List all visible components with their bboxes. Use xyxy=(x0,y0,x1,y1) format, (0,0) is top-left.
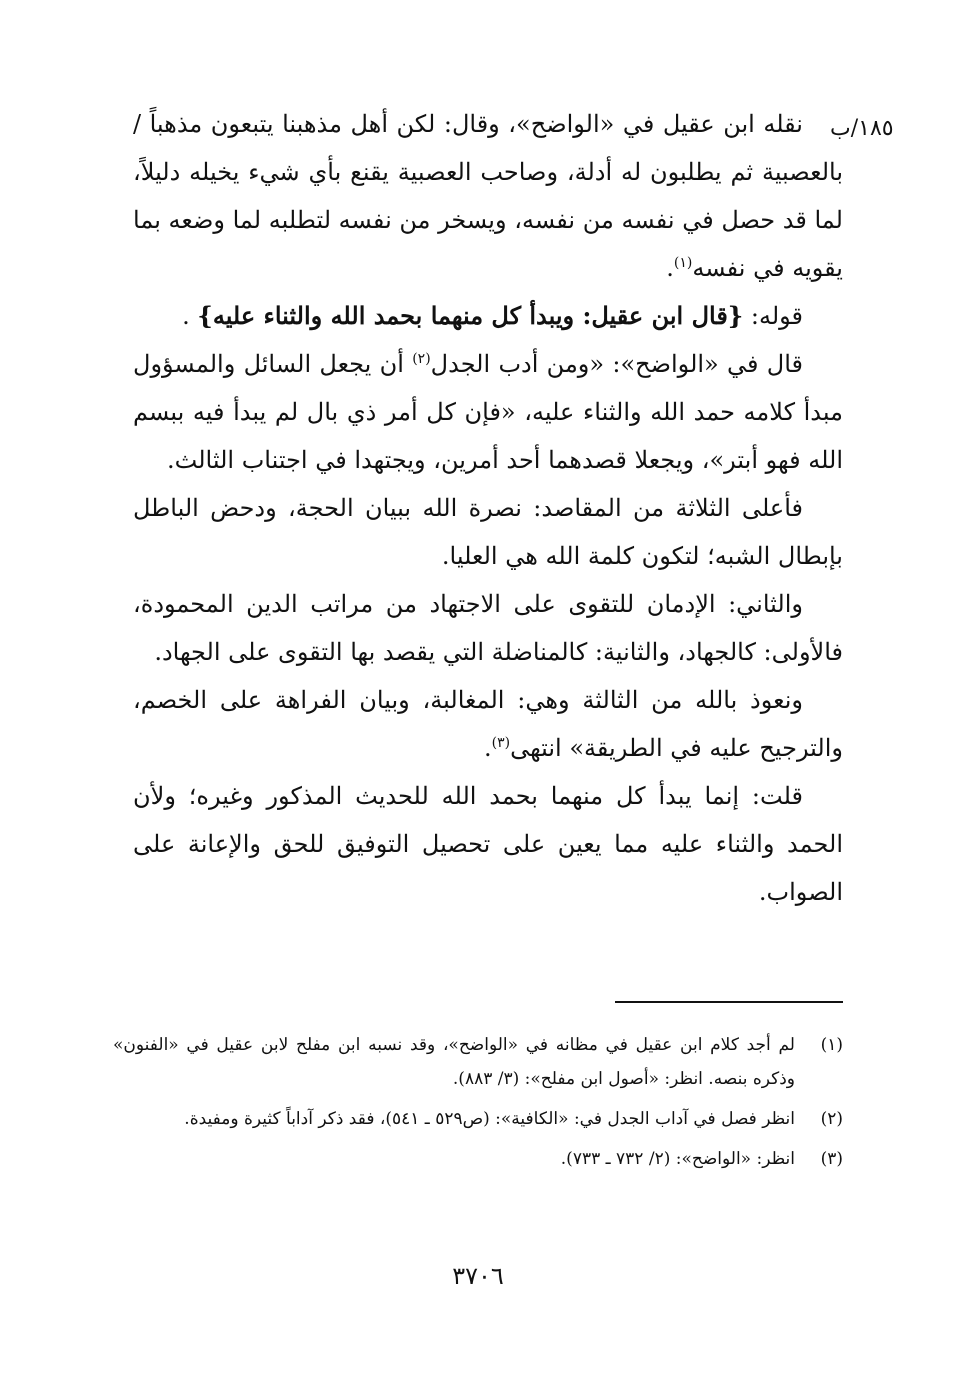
paragraph-3 xyxy=(133,340,843,484)
paragraph-2 xyxy=(133,292,843,340)
paragraph-6 xyxy=(133,676,843,772)
footnote-2-text: انظر فصل في آداب الجدل في: «الكافية»: (ص٥٢٩ ـ ٥٤١)، فقد ذكر آداباً كثيرة ومفيدة. xyxy=(184,1109,795,1129)
main-text xyxy=(133,100,843,916)
footnotes xyxy=(113,1028,843,1182)
paragraph-6-text: ونعوذ بالله من الثالثة وهي: المغالبة، وبيان الفراهة على الخصم، والترجيح عليه في الطريقة» انتهى xyxy=(133,686,843,762)
footnote-ref-1: (١) xyxy=(673,255,693,271)
paragraph-6-tail: . xyxy=(483,734,492,762)
footnote-1-text: لم أجد كلام ابن عقيل في مظانه في «الواضح»، وقد نسبه ابن مفلح لابن عقيل في «الفنون» وذكره بنصه. انظر: «أصول ابن مفلح»: (٣/ ٨٨٣). xyxy=(113,1035,795,1089)
footnote-3-text: انظر: «الواضح»: (٢/ ٧٣٢ ـ ٧٣٣). xyxy=(560,1149,795,1169)
paragraph-1-text: نقله ابن عقيل في «الواضح»، وقال: لكن أهل مذهبنا يتبعون مذهباً / بالعصبية ثم يطلبون له أدلة، وصاحب العصبية يقنع بأي شيء يخيله دليلاً، لما قد حصل في نفسه من نفسه، ويسخر من نفسه لتطلبه لما وضعه بما يقويه في نفسه xyxy=(133,110,843,282)
paragraph-2-lead: قوله: xyxy=(743,302,803,330)
paragraph-7: قلت: إنما يبدأ كل منهما بحمد الله للحديث المذكور وغيره؛ ولأن الحمد والثناء عليه مما يعين على تحصيل التوفيق للحق والإعانة على الصواب. xyxy=(133,782,843,906)
paragraph-5: والثاني: الإدمان للتقوى على الاجتهاد من مراتب الدين المحمودة، فالأولى: كالجهاد، والثانية: كالمناضلة التي يقصد بها التقوى على الجهاد. xyxy=(133,590,843,666)
paragraph-1 xyxy=(133,100,843,292)
paragraph-3-text: قال في «الواضح»: «ومن أدب الجدل xyxy=(430,350,803,378)
footnote-3-number: (٣) xyxy=(820,1149,843,1169)
page-number: ٣٧٠٦ xyxy=(452,1262,504,1290)
footnote-separator xyxy=(615,1001,843,1003)
quoted-matn: {قال ابن عقيل: ويبدأ كل منهما بحمد الله والثناء عليه} xyxy=(197,301,744,330)
paragraph-4: فأعلى الثلاثة من المقاصد: نصرة الله ببيان الحجة، ودحض الباطل بإبطال الشبه؛ لتكون كلمة الله هي العليا. xyxy=(133,494,843,570)
paragraph-1-tail: . xyxy=(666,254,674,282)
paragraph-3-tail: أن يجعل السائل والمسؤول مبدأ كلامه حمد الله والثناء عليه، «فإن كل أمر ذي بال لم يبدأ فيه ببسم الله فهو أبتر»، ويجعلا قصدهما أحد أمرين، ويجتهدا في اجتناب الثالث. xyxy=(133,350,843,474)
footnote-ref-3: (٣) xyxy=(491,735,511,751)
margin-folio-marker: ١٨٥/ب xyxy=(830,116,894,141)
footnote-ref-2: (٢) xyxy=(412,351,431,367)
footnote-2 xyxy=(113,1102,843,1136)
footnote-1-number: (١) xyxy=(820,1035,843,1055)
footnote-1 xyxy=(113,1028,843,1096)
footnote-2-number: (٢) xyxy=(820,1109,843,1129)
paragraph-2-tail: . xyxy=(182,302,190,330)
footnote-3 xyxy=(113,1142,843,1176)
